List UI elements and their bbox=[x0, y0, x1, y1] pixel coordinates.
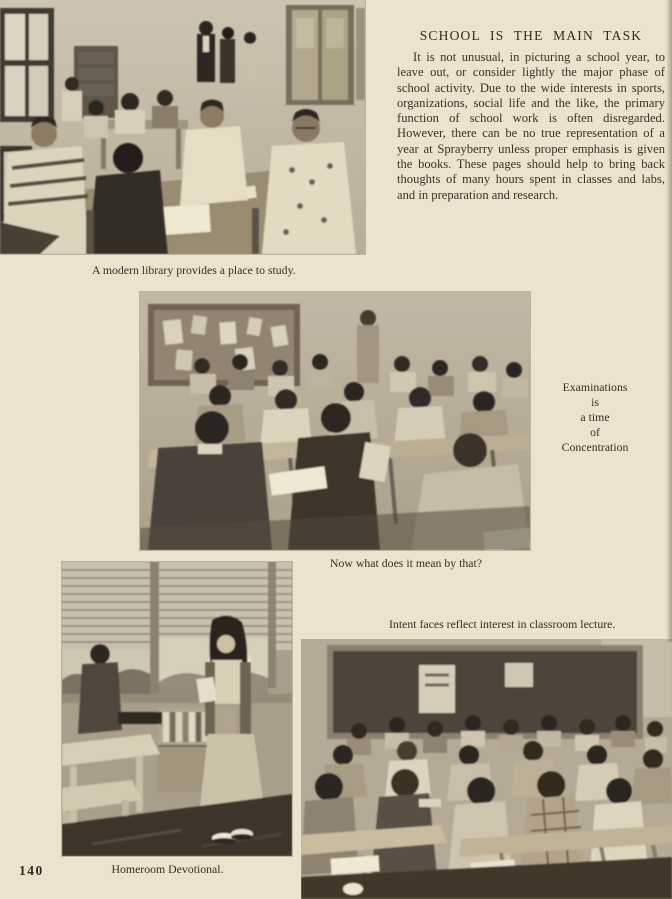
page-title: SCHOOL IS THE MAIN TASK bbox=[419, 28, 643, 43]
scan-edge-shadow bbox=[666, 0, 672, 642]
photo-library-illustration bbox=[0, 0, 365, 254]
article-body: It is not unusual, in picturing a school year, to leave out, or consider lightly the major phase of school activity. Due to the wide interests in sports, organizations, social life and the like, the primary function of school work is often disregarded. However, there can be no true representation of a year at Sprayberry unless proper emphasis is given the books. These pages should help to bring back thoughts of many hours spent in classes and labs, and in preparation and research. bbox=[397, 50, 665, 202]
caption-examinations-line: Concentration bbox=[561, 440, 629, 454]
caption-now-what: Now what does it mean by that? bbox=[330, 556, 483, 570]
page-number: 140 bbox=[19, 863, 44, 878]
caption-examinations-line: is bbox=[591, 395, 599, 409]
photo-homeroom bbox=[62, 562, 292, 856]
photo-library bbox=[0, 0, 365, 254]
caption-examinations-line: of bbox=[590, 425, 600, 439]
photo-exams-illustration bbox=[140, 292, 530, 550]
caption-lecture: Intent faces reflect interest in classroom lecture. bbox=[389, 617, 616, 631]
caption-examinations-line: Examinations bbox=[562, 380, 628, 394]
caption-homeroom: Homeroom Devotional. bbox=[111, 862, 224, 876]
caption-library: A modern library provides a place to study. bbox=[92, 263, 296, 277]
photo-exams bbox=[140, 292, 530, 550]
caption-examinations-line: a time bbox=[580, 410, 610, 424]
photo-lecture bbox=[301, 639, 672, 899]
caption-examinations bbox=[543, 380, 647, 455]
photo-lecture-illustration bbox=[301, 639, 672, 899]
photo-homeroom-illustration bbox=[62, 562, 292, 856]
